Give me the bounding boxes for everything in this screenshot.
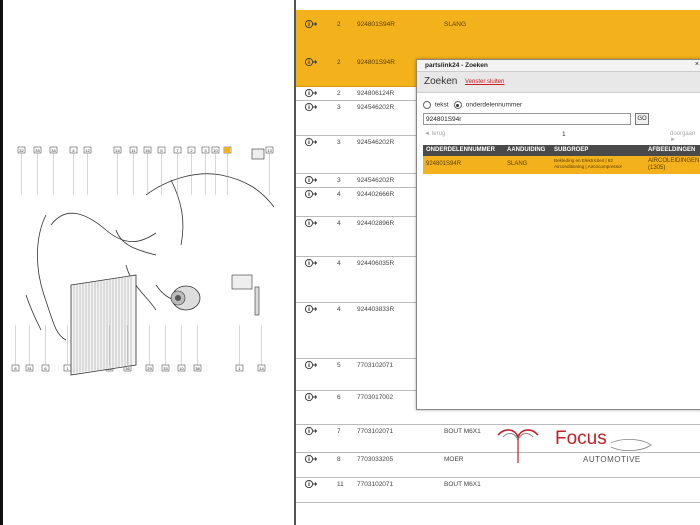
svg-text:6: 6 xyxy=(44,365,47,371)
diagram-callout-label xyxy=(212,147,219,153)
diagram-callout-label xyxy=(18,147,25,153)
svg-text:14: 14 xyxy=(115,147,120,153)
info-arrow-icon[interactable] xyxy=(305,392,317,402)
ac-hose-line xyxy=(146,174,274,207)
result-row[interactable] xyxy=(423,156,700,174)
go-button[interactable]: GO xyxy=(635,113,649,125)
info-arrow-icon[interactable] xyxy=(305,218,317,228)
logo-brand-text: Focus xyxy=(555,428,607,449)
info-arrow-icon[interactable] xyxy=(305,102,317,112)
svg-text:31: 31 xyxy=(27,365,32,371)
row-part-number[interactable]: 7703102071 xyxy=(357,428,394,435)
diagram-bottom-labels xyxy=(12,365,265,371)
results-header xyxy=(423,145,700,156)
row-position: 6 xyxy=(337,394,341,401)
table-row[interactable] xyxy=(296,477,700,503)
diagram-callout-label xyxy=(70,147,77,153)
svg-text:36: 36 xyxy=(125,365,130,371)
row-position: 8 xyxy=(337,456,341,463)
diagram-callout-label xyxy=(26,365,33,371)
diagram-callout-label xyxy=(130,147,137,153)
row-position: 5 xyxy=(337,362,341,369)
diagram-callout-label xyxy=(158,147,165,153)
radio-part-number[interactable] xyxy=(454,101,462,109)
svg-text:32: 32 xyxy=(19,147,24,153)
row-position: 3 xyxy=(337,139,341,146)
diagram-callout-label xyxy=(258,365,265,371)
svg-text:29: 29 xyxy=(147,365,152,371)
col-part-number: ONDERDELENNUMMER xyxy=(426,147,495,153)
diagram-callout-label xyxy=(188,147,195,153)
info-arrow-icon[interactable] xyxy=(305,57,317,67)
highlighted-label xyxy=(224,147,230,153)
ac-hose-line xyxy=(26,295,41,330)
row-position: 4 xyxy=(337,220,341,227)
logo-tagline: AUTOMOTIVE xyxy=(583,455,641,464)
diagram-top-labels xyxy=(18,147,273,153)
popup-header-title: Zoeken xyxy=(424,76,458,87)
search-mode-radios xyxy=(423,101,522,109)
row-part-number[interactable]: 7703017002 xyxy=(357,394,394,401)
diagram-callout-label xyxy=(64,365,71,371)
compressor xyxy=(171,286,200,310)
previous-link[interactable]: ◄ terug xyxy=(424,131,446,137)
row-name: MOER xyxy=(444,456,464,463)
svg-text:16: 16 xyxy=(145,147,150,153)
popup-title: partslink24 - Zoeken xyxy=(417,60,700,72)
svg-text:12: 12 xyxy=(85,147,90,153)
svg-text:1: 1 xyxy=(66,365,69,371)
svg-text:4: 4 xyxy=(72,147,75,153)
diagram-callout-label xyxy=(84,147,91,153)
svg-text:11: 11 xyxy=(131,147,136,153)
row-part-number[interactable]: 924403833R xyxy=(357,306,395,313)
diagram-callout-label xyxy=(194,365,201,371)
row-part-number[interactable]: 924402896R xyxy=(357,220,395,227)
row-part-number[interactable]: 924406035R xyxy=(357,260,395,267)
diagram-callout-label xyxy=(162,365,169,371)
svg-text:7: 7 xyxy=(176,147,179,153)
diagram-callout-label xyxy=(12,365,19,371)
row-part-number[interactable]: 7703033205 xyxy=(357,456,394,463)
info-arrow-icon[interactable] xyxy=(305,479,317,489)
radio-text[interactable] xyxy=(423,101,431,109)
svg-text:13: 13 xyxy=(267,147,272,153)
svg-text:10: 10 xyxy=(179,365,184,371)
condenser xyxy=(71,275,136,375)
svg-text:14: 14 xyxy=(259,365,264,371)
col-name: AANDUIDING xyxy=(507,147,546,153)
diagram-callout-label xyxy=(42,365,49,371)
table-row[interactable] xyxy=(296,10,700,39)
result-subgroup-1: Bekleding en Elektriciteit | 62 xyxy=(554,158,613,163)
row-part-number[interactable]: 924801S94R xyxy=(357,59,395,66)
row-position: 11 xyxy=(337,481,344,488)
row-position: 2 xyxy=(337,21,341,28)
col-subgroup: SUBGROEP xyxy=(554,147,589,153)
info-arrow-icon[interactable] xyxy=(305,137,317,147)
row-position: 4 xyxy=(337,260,341,267)
row-position: 3 xyxy=(337,104,341,111)
result-part-number[interactable]: 924801S94R xyxy=(426,161,462,167)
info-arrow-icon[interactable] xyxy=(305,175,317,185)
row-part-number[interactable]: 924546202R xyxy=(357,177,395,184)
svg-text:3: 3 xyxy=(204,147,207,153)
parts-diagram xyxy=(6,135,292,380)
ac-hose-line xyxy=(51,213,156,241)
svg-text:2: 2 xyxy=(190,147,193,153)
receiver-drier xyxy=(255,287,259,315)
diagram-callout-label xyxy=(266,147,273,153)
info-arrow-icon[interactable] xyxy=(305,454,317,464)
row-position: 2 xyxy=(337,59,341,66)
valve-detail xyxy=(232,275,252,289)
svg-text:5: 5 xyxy=(160,147,163,153)
row-position: 3 xyxy=(337,177,341,184)
diagram-callout-label xyxy=(114,147,121,153)
result-image-id: (1305) xyxy=(648,165,666,171)
svg-text:1: 1 xyxy=(238,365,241,371)
search-input[interactable] xyxy=(423,113,631,125)
row-part-number[interactable]: 924801S94R xyxy=(357,21,395,28)
search-popup xyxy=(416,59,700,410)
row-name: SLANG xyxy=(444,21,467,28)
radio-text-label: tekst xyxy=(434,101,449,109)
svg-text:34: 34 xyxy=(51,147,56,153)
info-arrow-icon[interactable] xyxy=(305,189,317,199)
row-part-number[interactable]: 924546202R xyxy=(357,104,395,111)
row-part-number[interactable]: 924806124R xyxy=(357,90,395,97)
row-part-number[interactable]: 7703102071 xyxy=(357,362,394,369)
row-part-number[interactable]: 7703102071 xyxy=(357,481,394,488)
diagram-callout-label xyxy=(174,147,181,153)
result-image-link[interactable]: AIRCOLEIDINGEN xyxy=(648,158,700,164)
result-subgroup-2: Airconditioning | Aircocompressor xyxy=(554,164,623,169)
ac-hose-line xyxy=(116,230,156,255)
svg-text:33: 33 xyxy=(163,365,168,371)
info-arrow-icon[interactable] xyxy=(305,426,317,436)
diagram-callout-label xyxy=(146,365,153,371)
diagram-callout-label xyxy=(178,365,185,371)
diagram-callout-label xyxy=(144,147,151,153)
svg-text:8: 8 xyxy=(14,365,17,371)
diagram-callout-label xyxy=(50,147,57,153)
info-arrow-icon[interactable] xyxy=(305,19,317,29)
row-part-number[interactable]: 924546202R xyxy=(357,139,395,146)
diagram-callout-label xyxy=(202,147,209,153)
info-arrow-icon[interactable] xyxy=(305,88,317,98)
result-name: SLANG xyxy=(507,161,528,167)
close-window-link[interactable]: Venster sluiten xyxy=(465,79,505,85)
ac-hose-line xyxy=(37,215,66,340)
svg-text:10: 10 xyxy=(213,147,218,153)
svg-text:38: 38 xyxy=(195,365,200,371)
info-arrow-icon[interactable] xyxy=(305,258,317,268)
col-images: AFBEELDINGEN xyxy=(648,147,696,153)
row-position: 7 xyxy=(337,428,341,435)
row-part-number[interactable]: 924402666R xyxy=(357,191,395,198)
popup-header xyxy=(417,72,700,93)
row-position: 2 xyxy=(337,90,341,97)
ac-hose-line xyxy=(171,180,183,245)
diagram-callout-label xyxy=(236,365,243,371)
row-position: 4 xyxy=(337,306,341,313)
row-name: BOUT M6X1 xyxy=(444,481,481,488)
left-border xyxy=(0,0,3,525)
close-icon[interactable]: × xyxy=(694,61,699,68)
next-link[interactable]: doorgaan ► xyxy=(670,131,696,143)
page-number: 1 xyxy=(562,131,566,138)
svg-text:33: 33 xyxy=(35,147,40,153)
info-arrow-icon[interactable] xyxy=(305,304,317,314)
row-name: BOUT M6X1 xyxy=(444,428,481,435)
info-arrow-icon[interactable] xyxy=(305,360,317,370)
row-position: 4 xyxy=(337,191,341,198)
diagram-callout-label xyxy=(34,147,41,153)
radio-part-number-label: onderdelennummer xyxy=(465,101,523,109)
fitting-detail xyxy=(252,149,264,159)
